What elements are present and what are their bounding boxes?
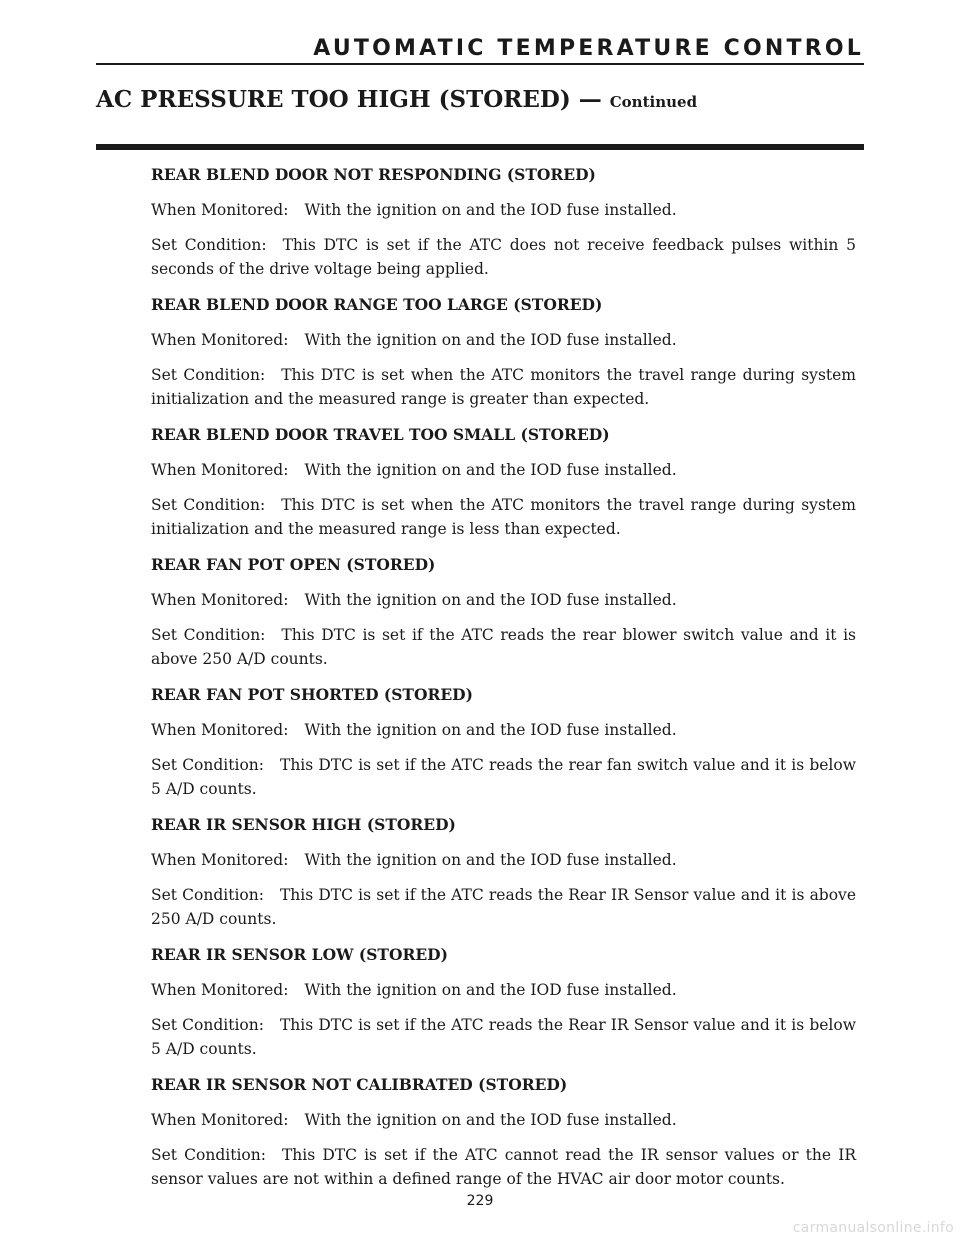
- when-monitored: [151, 1108, 856, 1132]
- when-monitored-label: When Monitored:: [151, 331, 289, 349]
- when-monitored-text: With the ignition on and the IOD fuse installed.: [304, 461, 677, 479]
- set-condition-text: This DTC is set if the ATC does not receive feedback pulses within 5 seconds of the drive voltage being applied.: [151, 236, 857, 278]
- set-condition-text: This DTC is set if the ATC reads the Rear IR Sensor value and it is below 5 A/D counts.: [151, 1016, 856, 1058]
- set-condition-text: This DTC is set if the ATC reads the rear blower switch value and it is above 250 A/D counts.: [151, 626, 856, 668]
- set-condition: [151, 753, 856, 801]
- dtc-title: REAR FAN POT OPEN (STORED): [151, 555, 436, 574]
- when-monitored-label: When Monitored:: [151, 851, 289, 869]
- when-monitored-text: With the ignition on and the IOD fuse installed.: [304, 851, 677, 869]
- when-monitored: [151, 328, 856, 352]
- set-condition-text: This DTC is set if the ATC cannot read the IR sensor values or the IR sensor values are not within a defined range of the HVAC air door motor counts.: [151, 1146, 857, 1188]
- when-monitored-label: When Monitored:: [151, 591, 289, 609]
- when-monitored-text: With the ignition on and the IOD fuse installed.: [304, 201, 677, 219]
- when-monitored: [151, 458, 856, 482]
- when-monitored-label: When Monitored:: [151, 981, 289, 999]
- set-condition-text: This DTC is set if the ATC reads the rear fan switch value and it is below 5 A/D counts.: [151, 756, 856, 798]
- set-condition-label: Set Condition:: [151, 626, 266, 644]
- set-condition: [151, 363, 856, 411]
- set-condition: [151, 1013, 856, 1061]
- dtc-entry: [151, 423, 856, 541]
- set-condition: [151, 1143, 856, 1191]
- dtc-title: REAR IR SENSOR NOT CALIBRATED (STORED): [151, 1075, 568, 1094]
- set-condition-label: Set Condition:: [151, 236, 267, 254]
- set-condition-label: Set Condition:: [151, 1016, 264, 1034]
- set-condition-label: Set Condition:: [151, 496, 266, 514]
- when-monitored: [151, 588, 856, 612]
- header-rule: [96, 63, 864, 65]
- set-condition: [151, 233, 856, 281]
- when-monitored-label: When Monitored:: [151, 1111, 289, 1129]
- set-condition-label: Set Condition:: [151, 756, 264, 774]
- dtc-entry: [151, 683, 856, 801]
- continued-label: Continued: [609, 93, 698, 111]
- set-condition-label: Set Condition:: [151, 1146, 266, 1164]
- section-heading-text: AC PRESSURE TOO HIGH (STORED) —: [96, 86, 602, 113]
- running-header-title: AUTOMATIC TEMPERATURE CONTROL: [313, 36, 864, 61]
- dtc-entry: [151, 163, 856, 281]
- dtc-title: REAR BLEND DOOR NOT RESPONDING (STORED): [151, 165, 596, 184]
- dtc-list: [151, 163, 856, 1203]
- section-rule: [96, 144, 864, 150]
- dtc-entry: [151, 813, 856, 931]
- when-monitored-text: With the ignition on and the IOD fuse installed.: [304, 721, 677, 739]
- set-condition: [151, 623, 856, 671]
- dtc-title: REAR FAN POT SHORTED (STORED): [151, 685, 473, 704]
- dtc-title: REAR BLEND DOOR RANGE TOO LARGE (STORED): [151, 295, 603, 314]
- set-condition: [151, 883, 856, 931]
- when-monitored: [151, 848, 856, 872]
- when-monitored-label: When Monitored:: [151, 721, 289, 739]
- set-condition: [151, 493, 856, 541]
- watermark: carmanualsonline.info: [792, 1220, 954, 1236]
- set-condition-text: This DTC is set if the ATC reads the Rear IR Sensor value and it is above 250 A/D counts.: [151, 886, 856, 928]
- when-monitored-text: With the ignition on and the IOD fuse installed.: [304, 591, 677, 609]
- set-condition-label: Set Condition:: [151, 366, 266, 384]
- when-monitored-text: With the ignition on and the IOD fuse installed.: [304, 981, 677, 999]
- set-condition-text: This DTC is set when the ATC monitors the travel range during system initialization and the measured range is greater than expected.: [151, 366, 856, 408]
- when-monitored: [151, 718, 856, 742]
- dtc-entry: [151, 943, 856, 1061]
- when-monitored: [151, 978, 856, 1002]
- when-monitored-label: When Monitored:: [151, 461, 289, 479]
- dtc-title: REAR IR SENSOR HIGH (STORED): [151, 815, 456, 834]
- section-heading: [96, 86, 697, 113]
- when-monitored-text: With the ignition on and the IOD fuse installed.: [304, 1111, 677, 1129]
- set-condition-text: This DTC is set when the ATC monitors the travel range during system initialization and the measured range is less than expected.: [151, 496, 856, 538]
- when-monitored-label: When Monitored:: [151, 201, 289, 219]
- dtc-title: REAR IR SENSOR LOW (STORED): [151, 945, 448, 964]
- when-monitored-text: With the ignition on and the IOD fuse installed.: [304, 331, 677, 349]
- dtc-entry: [151, 1073, 856, 1191]
- when-monitored: [151, 198, 856, 222]
- dtc-entry: [151, 293, 856, 411]
- set-condition-label: Set Condition:: [151, 886, 264, 904]
- dtc-entry: [151, 553, 856, 671]
- dtc-title: REAR BLEND DOOR TRAVEL TOO SMALL (STORED): [151, 425, 610, 444]
- page-number: 229: [466, 1193, 494, 1209]
